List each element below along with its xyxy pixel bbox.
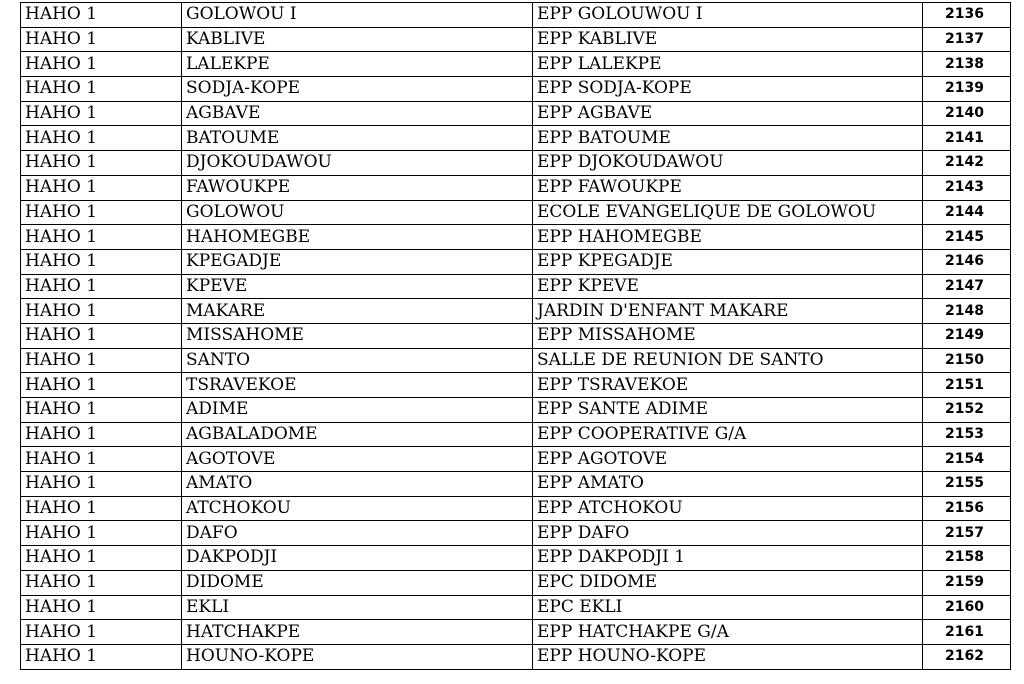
table-row	[21, 200, 1011, 225]
station-code-cell: 2150	[923, 348, 1011, 373]
locality-cell: FAWOUKPE	[182, 175, 533, 200]
table-row	[21, 644, 1011, 669]
table-row	[21, 175, 1011, 200]
prefecture-cell: HAHO 1	[21, 101, 182, 126]
voting-center-cell: JARDIN D'ENFANT MAKARE	[533, 299, 923, 324]
locality-cell: AGBALADOME	[182, 422, 533, 447]
prefecture-cell: HAHO 1	[21, 225, 182, 250]
station-code-cell: 2151	[923, 373, 1011, 398]
prefecture-cell: HAHO 1	[21, 77, 182, 102]
station-code-cell: 2148	[923, 299, 1011, 324]
station-code-cell: 2162	[923, 644, 1011, 669]
table-row	[21, 620, 1011, 645]
voting-center-cell: EPP LALEKPE	[533, 52, 923, 77]
locality-cell: DAKPODJI	[182, 546, 533, 571]
voting-center-cell: EPP HAHOMEGBE	[533, 225, 923, 250]
station-code-cell: 2139	[923, 77, 1011, 102]
station-code-cell: 2137	[923, 27, 1011, 52]
prefecture-cell: HAHO 1	[21, 200, 182, 225]
table-row	[21, 373, 1011, 398]
station-code-cell: 2156	[923, 496, 1011, 521]
station-code-cell: 2145	[923, 225, 1011, 250]
voting-center-cell: EPP BATOUME	[533, 126, 923, 151]
locality-cell: HAHOMEGBE	[182, 225, 533, 250]
polling-stations-table	[20, 2, 1011, 670]
table-row	[21, 472, 1011, 497]
prefecture-cell: HAHO 1	[21, 373, 182, 398]
station-code-cell: 2138	[923, 52, 1011, 77]
table-row	[21, 249, 1011, 274]
station-code-cell: 2158	[923, 546, 1011, 571]
voting-center-cell: EPP AGOTOVE	[533, 447, 923, 472]
locality-cell: ATCHOKOU	[182, 496, 533, 521]
prefecture-cell: HAHO 1	[21, 126, 182, 151]
voting-center-cell: EPP SANTE ADIME	[533, 398, 923, 423]
voting-center-cell: EPP DJOKOUDAWOU	[533, 151, 923, 176]
station-code-cell: 2149	[923, 323, 1011, 348]
voting-center-cell: EPC DIDOME	[533, 570, 923, 595]
voting-center-cell: EPC EKLI	[533, 595, 923, 620]
voting-center-cell: EPP AMATO	[533, 472, 923, 497]
locality-cell: ADIME	[182, 398, 533, 423]
locality-cell: HOUNO-KOPE	[182, 644, 533, 669]
locality-cell: AMATO	[182, 472, 533, 497]
locality-cell: TSRAVEKOE	[182, 373, 533, 398]
prefecture-cell: HAHO 1	[21, 472, 182, 497]
station-code-cell: 2157	[923, 521, 1011, 546]
table-row	[21, 348, 1011, 373]
prefecture-cell: HAHO 1	[21, 521, 182, 546]
station-code-cell: 2140	[923, 101, 1011, 126]
voting-center-cell: EPP KABLIVE	[533, 27, 923, 52]
prefecture-cell: HAHO 1	[21, 496, 182, 521]
voting-center-cell: EPP COOPERATIVE G/A	[533, 422, 923, 447]
prefecture-cell: HAHO 1	[21, 398, 182, 423]
locality-cell: HATCHAKPE	[182, 620, 533, 645]
locality-cell: GOLOWOU	[182, 200, 533, 225]
locality-cell: MISSAHOME	[182, 323, 533, 348]
station-code-cell: 2154	[923, 447, 1011, 472]
voting-center-cell: EPP HOUNO-KOPE	[533, 644, 923, 669]
voting-center-cell: EPP ATCHOKOU	[533, 496, 923, 521]
prefecture-cell: HAHO 1	[21, 52, 182, 77]
station-code-cell: 2160	[923, 595, 1011, 620]
station-code-cell: 2161	[923, 620, 1011, 645]
locality-cell: MAKARE	[182, 299, 533, 324]
prefecture-cell: HAHO 1	[21, 27, 182, 52]
table-row	[21, 323, 1011, 348]
table-row	[21, 3, 1011, 28]
station-code-cell: 2146	[923, 249, 1011, 274]
voting-center-cell: EPP DAFO	[533, 521, 923, 546]
prefecture-cell: HAHO 1	[21, 620, 182, 645]
voting-center-cell: EPP HATCHAKPE G/A	[533, 620, 923, 645]
voting-center-cell: SALLE DE REUNION DE SANTO	[533, 348, 923, 373]
table-row	[21, 274, 1011, 299]
table-row	[21, 151, 1011, 176]
station-code-cell: 2136	[923, 3, 1011, 28]
voting-center-cell: EPP AGBAVE	[533, 101, 923, 126]
prefecture-cell: HAHO 1	[21, 151, 182, 176]
table-row	[21, 225, 1011, 250]
station-code-cell: 2155	[923, 472, 1011, 497]
locality-cell: GOLOWOU I	[182, 3, 533, 28]
prefecture-cell: HAHO 1	[21, 546, 182, 571]
prefecture-cell: HAHO 1	[21, 595, 182, 620]
table-row	[21, 447, 1011, 472]
table-row	[21, 570, 1011, 595]
table-row	[21, 398, 1011, 423]
voting-center-cell: ECOLE EVANGELIQUE DE GOLOWOU	[533, 200, 923, 225]
locality-cell: DJOKOUDAWOU	[182, 151, 533, 176]
prefecture-cell: HAHO 1	[21, 422, 182, 447]
station-code-cell: 2144	[923, 200, 1011, 225]
locality-cell: SODJA-KOPE	[182, 77, 533, 102]
voting-center-cell: EPP GOLOUWOU I	[533, 3, 923, 28]
locality-cell: KABLIVE	[182, 27, 533, 52]
station-code-cell: 2142	[923, 151, 1011, 176]
prefecture-cell: HAHO 1	[21, 644, 182, 669]
locality-cell: LALEKPE	[182, 52, 533, 77]
table-row	[21, 422, 1011, 447]
table-row	[21, 299, 1011, 324]
locality-cell: DIDOME	[182, 570, 533, 595]
prefecture-cell: HAHO 1	[21, 323, 182, 348]
station-code-cell: 2147	[923, 274, 1011, 299]
prefecture-cell: HAHO 1	[21, 570, 182, 595]
locality-cell: KPEVE	[182, 274, 533, 299]
prefecture-cell: HAHO 1	[21, 299, 182, 324]
station-code-cell: 2159	[923, 570, 1011, 595]
prefecture-cell: HAHO 1	[21, 274, 182, 299]
voting-center-cell: EPP MISSAHOME	[533, 323, 923, 348]
locality-cell: AGBAVE	[182, 101, 533, 126]
station-code-cell: 2152	[923, 398, 1011, 423]
prefecture-cell: HAHO 1	[21, 348, 182, 373]
locality-cell: EKLI	[182, 595, 533, 620]
locality-cell: BATOUME	[182, 126, 533, 151]
locality-cell: AGOTOVE	[182, 447, 533, 472]
station-code-cell: 2141	[923, 126, 1011, 151]
station-code-cell: 2143	[923, 175, 1011, 200]
table-row	[21, 101, 1011, 126]
table-row	[21, 52, 1011, 77]
table-row	[21, 521, 1011, 546]
voting-center-cell: EPP TSRAVEKOE	[533, 373, 923, 398]
table-row	[21, 496, 1011, 521]
table-row	[21, 546, 1011, 571]
table-row	[21, 77, 1011, 102]
locality-cell: KPEGADJE	[182, 249, 533, 274]
prefecture-cell: HAHO 1	[21, 249, 182, 274]
voting-center-cell: EPP FAWOUKPE	[533, 175, 923, 200]
prefecture-cell: HAHO 1	[21, 3, 182, 28]
prefecture-cell: HAHO 1	[21, 447, 182, 472]
table-row	[21, 126, 1011, 151]
station-code-cell: 2153	[923, 422, 1011, 447]
table-body	[21, 3, 1011, 670]
locality-cell: DAFO	[182, 521, 533, 546]
prefecture-cell: HAHO 1	[21, 175, 182, 200]
table-row	[21, 595, 1011, 620]
voting-center-cell: EPP DAKPODJI 1	[533, 546, 923, 571]
voting-center-cell: EPP KPEVE	[533, 274, 923, 299]
locality-cell: SANTO	[182, 348, 533, 373]
voting-center-cell: EPP KPEGADJE	[533, 249, 923, 274]
voting-center-cell: EPP SODJA-KOPE	[533, 77, 923, 102]
table-row	[21, 27, 1011, 52]
